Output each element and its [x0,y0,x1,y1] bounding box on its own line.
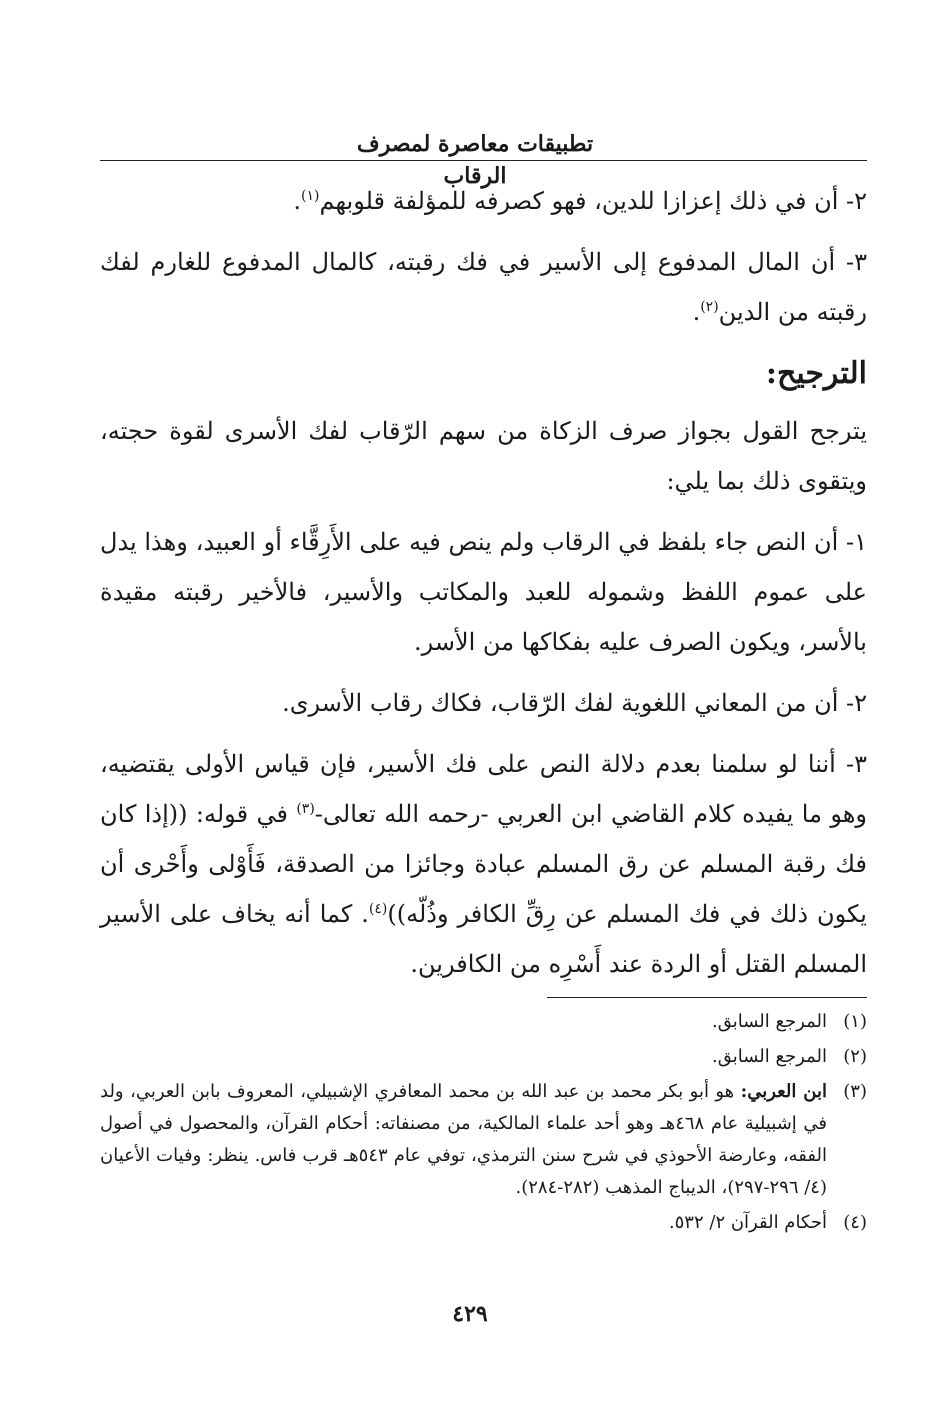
footnote-text: المرجع السابق. [711,1046,827,1067]
paragraph-text: ٣- أننا لو سلمنا بعدم دلالة النص على فك الأسير، فإن قياس الأولى يقتضيه، وهو ما يفيده كلام القاضي ابن العربي -رحمه الله تعالى- [100,750,868,828]
paragraph-reason-3 [100,739,867,989]
running-header-title: تطبيقات معاصرة لمصرف الرقاب [356,131,594,189]
footnote-number: (١) [843,1011,867,1032]
section-heading-tarjih: الترجيح: [765,356,867,391]
footnote-text: المرجع السابق. [711,1011,827,1032]
footnote-2 [100,1041,867,1073]
footnote-ref-3: (٣) [296,801,315,817]
footnote-4 [100,1207,867,1239]
header-rule [100,160,867,161]
paragraph-text: ٢- أن في ذلك إعزازا للدين، فهو كصرفه للمؤلفة قلوبهم [319,187,867,215]
paragraph-point-3 [100,237,867,337]
footnote-1 [100,1006,867,1038]
footnote-person-name: ابن العربي: [740,1081,827,1102]
footnote-separator [547,997,867,998]
paragraph-quote: في قوله: ((إذا كان فك رقبة المسلم عن رق المسلم عبادة وجائزا من الصدقة، فَأَوْلى وأَحْرى أن يكون ذلك في فك المسلم عن رِقِّ الكافر وذُلّه)) [100,800,867,928]
page-number: ٤٢٩ [452,1301,488,1327]
paragraph-end: . [293,187,302,215]
footnote-number: (٣) [843,1081,867,1102]
paragraph-point-2 [100,176,867,226]
footnote-ref-2: (٢) [700,299,719,315]
footnote-number: (٤) [843,1212,867,1233]
footnote-3 [100,1076,867,1204]
footnote-text: أحكام القرآن ٢/ ٥٣٢. [668,1212,827,1233]
footnotes [100,1006,867,1242]
paragraph-end: . [692,298,701,326]
paragraph-reason-2: ٢- أن من المعاني اللغوية لفك الرّقاب، فكاك رقاب الأسرى. [282,689,867,717]
footnote-number: (٢) [843,1046,867,1067]
main-text [100,176,867,1000]
footnote-ref-4: (٤) [368,901,388,917]
paragraph-text: ٣- أن المال المدفوع إلى الأسير في فك رقبته، كالمال المدفوع للغارم لفك رقبته من الدين [100,248,867,326]
paragraph-preference: يترجح القول بجواز صرف الزكاة من سهم الرّقاب لفك الأسرى لقوة حجته، ويتقوى ذلك بما يلي: [100,417,867,495]
paragraph-reason-1: ١- أن النص جاء بلفظ في الرقاب ولم ينص فيه على الأَرِقَّاء أو العبيد، وهذا يدل على عموم اللفظ وشموله للعبد والمكاتب والأسير، فالأخير رقبته مقيدة بالأسر، ويكون الصرف عليه بفكاكها من الأسر. [100,528,867,656]
paragraph-text: . كما أنه يخاف على الأسير المسلم القتل أو الردة عند أَسْرِه من الكافرين. [100,900,867,978]
footnote-ref-1: (١) [301,188,320,204]
footnote-text: هو أبو بكر محمد بن عبد الله بن محمد المعافري الإشبيلي، المعروف بابن العربي، ولد في إشبيلية عام ٤٦٨هـ وهو أحد علماء المالكية، من مصنفاته: أحكام القرآن، والمحصول في أصول الفقه، وعارضة الأحوذي في شرح سنن الترمذي، توفي عام ٥٤٣هـ قرب فاس. ينظر: وفيات الأعيان (٤/ ٢٩٦-٢٩٧)، الديباج المذهب (٢٨٢-٢٨٤). [100,1081,827,1198]
